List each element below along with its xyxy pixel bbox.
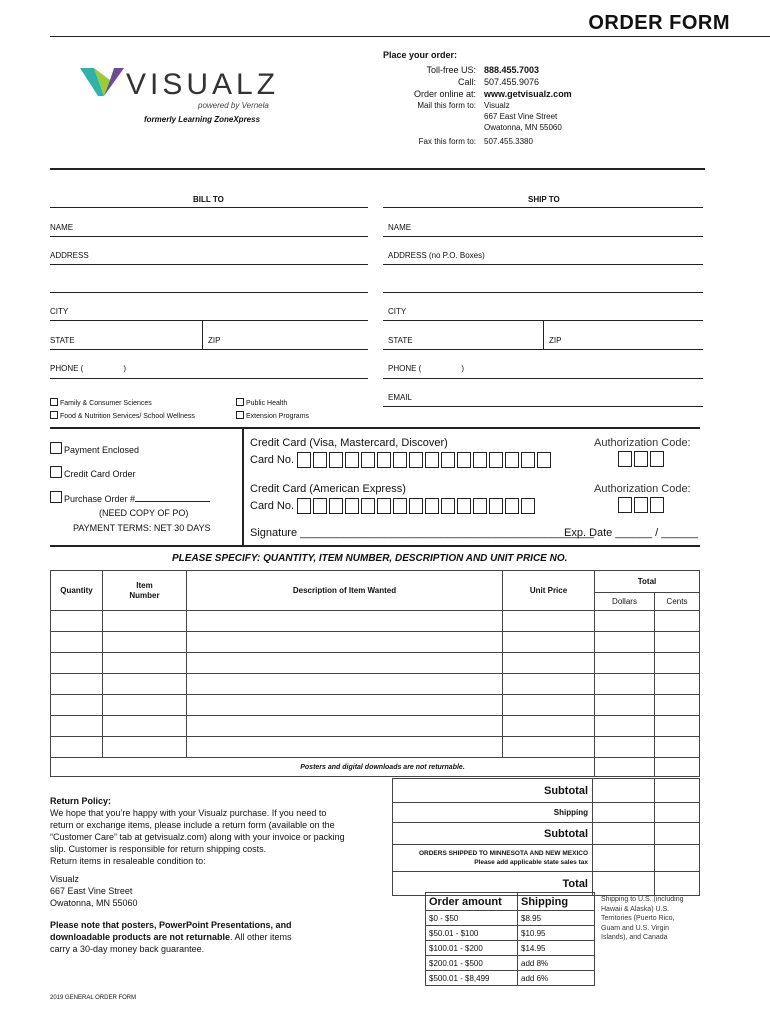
payment-enclosed-checkbox[interactable]: Payment Enclosed — [50, 442, 139, 455]
subtotal2-label: Subtotal — [393, 823, 593, 845]
contact-label — [380, 122, 480, 133]
order-amount-header: Order amount — [426, 893, 518, 911]
bill-city-field[interactable]: CITY — [50, 307, 69, 316]
cc-visa-heading: Credit Card (Visa, Mastercard, Discover) — [250, 437, 448, 449]
logo-wordmark: VISUALZ — [126, 68, 280, 101]
subtotal-label: Subtotal — [393, 779, 593, 803]
return-policy-heading: Return Policy: — [50, 796, 112, 806]
shipping-cents[interactable] — [655, 803, 700, 823]
ship-city-field[interactable]: CITY — [388, 307, 407, 316]
contact-value: Owatonna, MN 55060 — [484, 123, 562, 132]
contact-label: Toll-free US: — [426, 65, 476, 75]
bill-name-field[interactable]: NAME — [50, 223, 74, 232]
shipping-label: Shipping — [393, 803, 593, 823]
interest-family-checkbox[interactable]: Family & Consumer Sciences — [50, 398, 152, 407]
table-row[interactable] — [51, 611, 700, 632]
table-row: $0 - $50 $8.95 — [426, 911, 595, 926]
exp-date-field[interactable]: Exp. Date ______ / ______ — [564, 527, 698, 539]
bill-zip-field[interactable]: ZIP — [208, 336, 221, 345]
table-row[interactable] — [51, 695, 700, 716]
unit-price-header: Unit Price — [503, 571, 595, 611]
contact-label: Mail this form to: — [417, 101, 476, 110]
ship-to-heading: SHIP TO — [528, 195, 560, 204]
interest-food-checkbox[interactable]: Food & Nutrition Services/ School Wellness — [50, 411, 195, 420]
items-table — [50, 570, 700, 777]
totals-table — [392, 778, 700, 896]
table-row[interactable] — [51, 674, 700, 695]
bill-phone-field[interactable]: PHONE ( ) — [50, 364, 127, 373]
bill-address-field[interactable]: ADDRESS — [50, 251, 89, 260]
table-row: $200.01 - $500 add 8% — [426, 956, 595, 971]
interest-public-health-checkbox[interactable]: Public Health — [236, 398, 287, 407]
purchase-order-checkbox[interactable]: Purchase Order # — [50, 491, 210, 504]
contact-label: Call: — [457, 77, 476, 87]
tax-dollars[interactable] — [593, 845, 655, 872]
auth-code-label-1: Authorization Code: — [594, 437, 691, 449]
return-policy: Return Policy: We hope that you’re happy with your Visualz purchase. If you need to return or exchange items, please include a return form (available on the “Customer Care” tab at getvisualz.com) along with your invoice or packing slip. Customer is responsible for return shipping costs. Return items in resaleable condition to: Visualz 667 East Vine Street Owatonna, MN 55060 Please note that posters, PowerPoint Presentations, and downloadable products are not returnable. All other items carry a 30-day money back guarantee. — [50, 795, 385, 955]
card-number-field-1[interactable]: Card No. — [250, 452, 553, 468]
ship-address-field[interactable]: ADDRESS (no P.O. Boxes) — [388, 251, 485, 260]
ship-state-field[interactable]: STATE — [388, 336, 413, 345]
shipping-rates-table — [425, 892, 595, 986]
cc-amex-heading: Credit Card (American Express) — [250, 483, 406, 495]
auth-code-field-1[interactable] — [618, 450, 666, 468]
total-label: Total — [393, 872, 593, 896]
auth-code-label-2: Authorization Code: — [594, 483, 691, 495]
bill-to-heading: BILL TO — [193, 195, 224, 204]
formerly-text: formerly Learning ZoneXpress — [144, 115, 261, 124]
table-row: $100.01 - $200 $14.95 — [426, 941, 595, 956]
table-row[interactable] — [51, 632, 700, 653]
payment-terms: PAYMENT TERMS: NET 30 DAYS — [73, 523, 211, 533]
shipping-header: Shipping — [518, 893, 595, 911]
contact-value: www.getvisualz.com — [484, 89, 572, 99]
sales-tax-label: ORDERS SHIPPED TO MINNESOTA AND NEW MEXICO Please add applicable state sales tax — [393, 845, 593, 872]
credit-card-order-checkbox[interactable]: Credit Card Order — [50, 466, 136, 479]
contact-value: Visualz — [484, 101, 510, 110]
contact-value: 667 East Vine Street — [484, 112, 558, 121]
contact-value: 507.455.9076 — [484, 77, 540, 87]
contact-value: 888.455.7003 — [484, 65, 540, 75]
tax-cents[interactable] — [655, 845, 700, 872]
ship-email-field[interactable]: EMAIL — [388, 393, 413, 402]
dollars-header: Dollars — [595, 593, 655, 611]
logo — [80, 66, 280, 106]
table-row[interactable] — [51, 716, 700, 737]
auth-code-field-2[interactable] — [618, 496, 666, 514]
description-header: Description of Item Wanted — [187, 571, 503, 611]
specify-instructions: PLEASE SPECIFY: QUANTITY, ITEM NUMBER, DESCRIPTION AND UNIT PRICE NO. — [172, 553, 568, 564]
table-row: $50.01 - $100 $10.95 — [426, 926, 595, 941]
footer-text: 2019 GENERAL ORDER FORM — [50, 995, 137, 1001]
logo-powered-by: powered by Vernela — [198, 101, 269, 110]
shipping-dollars[interactable] — [593, 803, 655, 823]
quantity-header: Quantity — [51, 571, 103, 611]
cents-header: Cents — [655, 593, 700, 611]
signature-field[interactable]: Signature ________________________________________________ — [250, 527, 594, 539]
contact-label — [380, 111, 480, 122]
card-number-field-2[interactable]: Card No. — [250, 498, 537, 514]
interest-extension-checkbox[interactable]: Extension Programs — [236, 411, 309, 420]
total-header: Total — [595, 571, 700, 593]
ship-phone-field[interactable]: PHONE ( ) — [388, 364, 465, 373]
header-rule — [50, 168, 705, 170]
contact-label: Fax this form to: — [418, 137, 476, 146]
shipping-note: Shipping to U.S. (including Hawaii & Alaska) U.S. Territories (Puerto Rico, Guam and U.S. Virgin Islands), and Canada — [601, 896, 684, 941]
table-row: $500.01 - $8,499 add 6% — [426, 971, 595, 986]
payment-top-rule — [50, 427, 700, 429]
bill-state-field[interactable]: STATE — [50, 336, 75, 345]
returns-note: Posters and digital downloads are not returnable. — [51, 758, 595, 777]
payment-bottom-rule — [50, 545, 700, 547]
subtotal-cents[interactable] — [655, 779, 700, 803]
subtotal2-dollars[interactable] — [593, 823, 655, 845]
contact-value: 507.455.3380 — [484, 137, 533, 146]
contact-heading: Place your order: — [383, 50, 458, 60]
contact-block — [380, 64, 600, 147]
visualz-v-icon — [80, 66, 124, 102]
table-row[interactable] — [51, 737, 700, 758]
total-cents[interactable] — [655, 872, 700, 896]
subtotal2-cents[interactable] — [655, 823, 700, 845]
ship-zip-field[interactable]: ZIP — [549, 336, 562, 345]
ship-name-field[interactable]: NAME — [388, 223, 412, 232]
title-rule — [50, 36, 770, 37]
item-number-header: Item Number — [103, 571, 187, 611]
table-row[interactable] — [51, 653, 700, 674]
contact-label: Order online at: — [413, 89, 476, 99]
need-po-text: (NEED COPY OF PO) — [99, 508, 189, 518]
subtotal-dollars[interactable] — [593, 779, 655, 803]
page-title: ORDER FORM — [588, 12, 730, 34]
total-dollars[interactable] — [593, 872, 655, 896]
